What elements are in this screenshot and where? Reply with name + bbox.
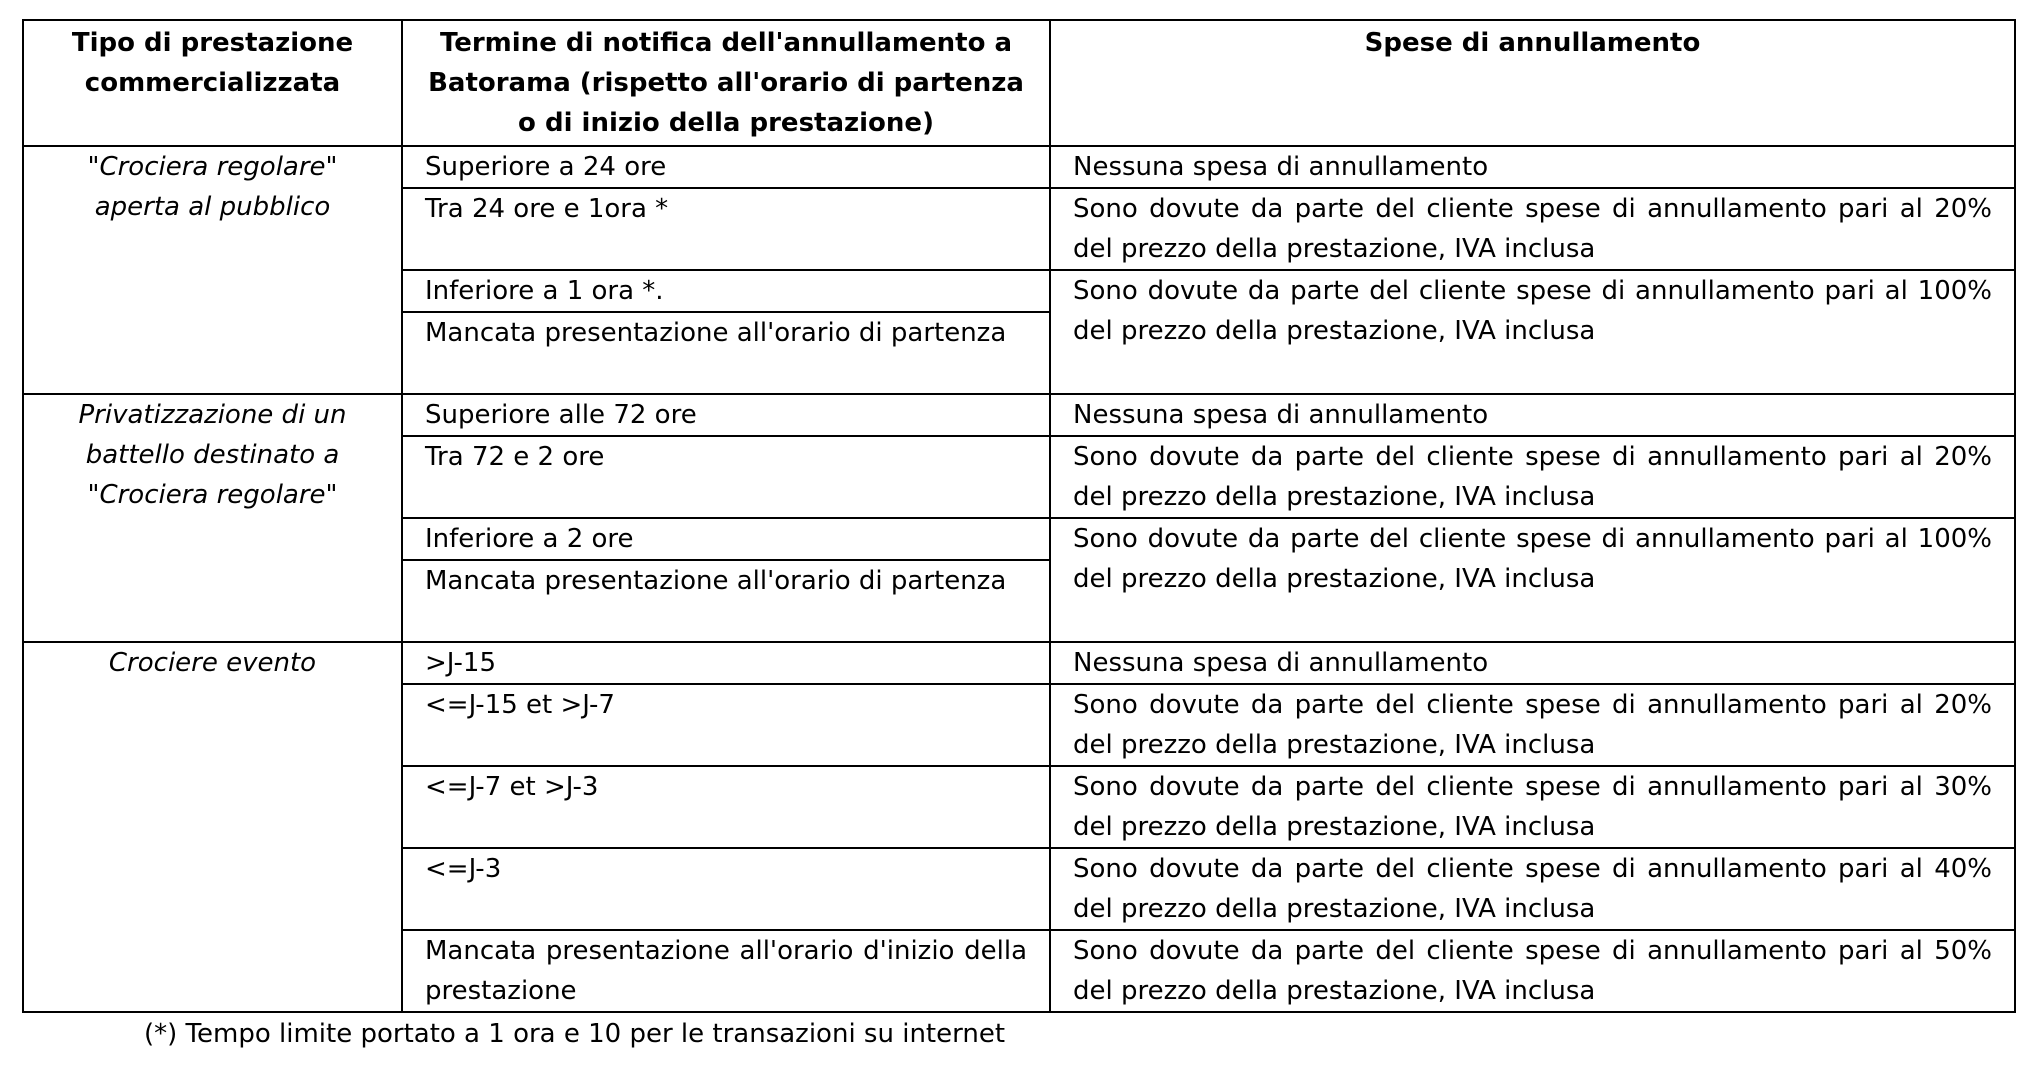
notice-period-cell: <=J-7 et >J-3 bbox=[402, 766, 1050, 848]
fee-cell: Sono dovute da parte del cliente spese di annullamento pari al 100% del prezzo della prestazione, IVA inclusa bbox=[1050, 270, 2015, 394]
table-header-row bbox=[23, 20, 2015, 146]
notice-period-cell: <=J-15 et >J-7 bbox=[402, 684, 1050, 766]
fee-cell: Sono dovute da parte del cliente spese di annullamento pari al 20% del prezzo della prestazione, IVA inclusa bbox=[1050, 188, 2015, 270]
notice-period-cell: Inferiore a 1 ora *. bbox=[402, 270, 1050, 312]
notice-period-cell: Mancata presentazione all'orario d'inizio della prestazione bbox=[402, 930, 1050, 1012]
notice-period-cell: <=J-3 bbox=[402, 848, 1050, 930]
table-row bbox=[23, 146, 2015, 188]
document-page bbox=[22, 19, 2014, 1052]
fee-cell: Sono dovute da parte del cliente spese di annullamento pari al 100% del prezzo della prestazione, IVA inclusa bbox=[1050, 518, 2015, 642]
header-service-type: Tipo di prestazione commercializzata bbox=[23, 20, 402, 146]
notice-period-cell: Inferiore a 2 ore bbox=[402, 518, 1050, 560]
fee-cell: Sono dovute da parte del cliente spese di annullamento pari al 20% del prezzo della prestazione, IVA inclusa bbox=[1050, 684, 2015, 766]
fee-cell: Nessuna spesa di annullamento bbox=[1050, 146, 2015, 188]
notice-period-cell: Tra 24 ore e 1ora * bbox=[402, 188, 1050, 270]
notice-period-cell: Superiore a 24 ore bbox=[402, 146, 1050, 188]
fee-cell: Sono dovute da parte del cliente spese di annullamento pari al 50% del prezzo della prestazione, IVA inclusa bbox=[1050, 930, 2015, 1012]
table-row bbox=[23, 394, 2015, 436]
header-cancellation-fees: Spese di annullamento bbox=[1050, 20, 2015, 146]
cancellation-fees-table bbox=[22, 19, 2016, 1013]
fee-cell: Sono dovute da parte del cliente spese di annullamento pari al 40% del prezzo della prestazione, IVA inclusa bbox=[1050, 848, 2015, 930]
fee-cell: Nessuna spesa di annullamento bbox=[1050, 642, 2015, 684]
service-type-cell: "Crociera regolare" aperta al pubblico bbox=[23, 146, 402, 394]
fee-cell: Sono dovute da parte del cliente spese di annullamento pari al 30% del prezzo della prestazione, IVA inclusa bbox=[1050, 766, 2015, 848]
table-row bbox=[23, 642, 2015, 684]
service-type-cell: Crociere evento bbox=[23, 642, 402, 1012]
notice-period-cell: Tra 72 e 2 ore bbox=[402, 436, 1050, 518]
fee-cell: Nessuna spesa di annullamento bbox=[1050, 394, 2015, 436]
notice-period-cell: Mancata presentazione all'orario di partenza bbox=[402, 312, 1050, 394]
notice-period-cell: Superiore alle 72 ore bbox=[402, 394, 1050, 436]
header-notice-period: Termine di notifica dell'annullamento a Batorama (rispetto all'orario di partenza o di inizio della prestazione) bbox=[402, 20, 1050, 146]
fee-cell: Sono dovute da parte del cliente spese di annullamento pari al 20% del prezzo della prestazione, IVA inclusa bbox=[1050, 436, 2015, 518]
notice-period-cell: >J-15 bbox=[402, 642, 1050, 684]
service-type-cell: Privatizzazione di un battello destinato a "Crociera regolare" bbox=[23, 394, 402, 642]
footnote: (*) Tempo limite portato a 1 ora e 10 per le transazioni su internet bbox=[144, 1019, 1006, 1049]
notice-period-cell: Mancata presentazione all'orario di partenza bbox=[402, 560, 1050, 642]
